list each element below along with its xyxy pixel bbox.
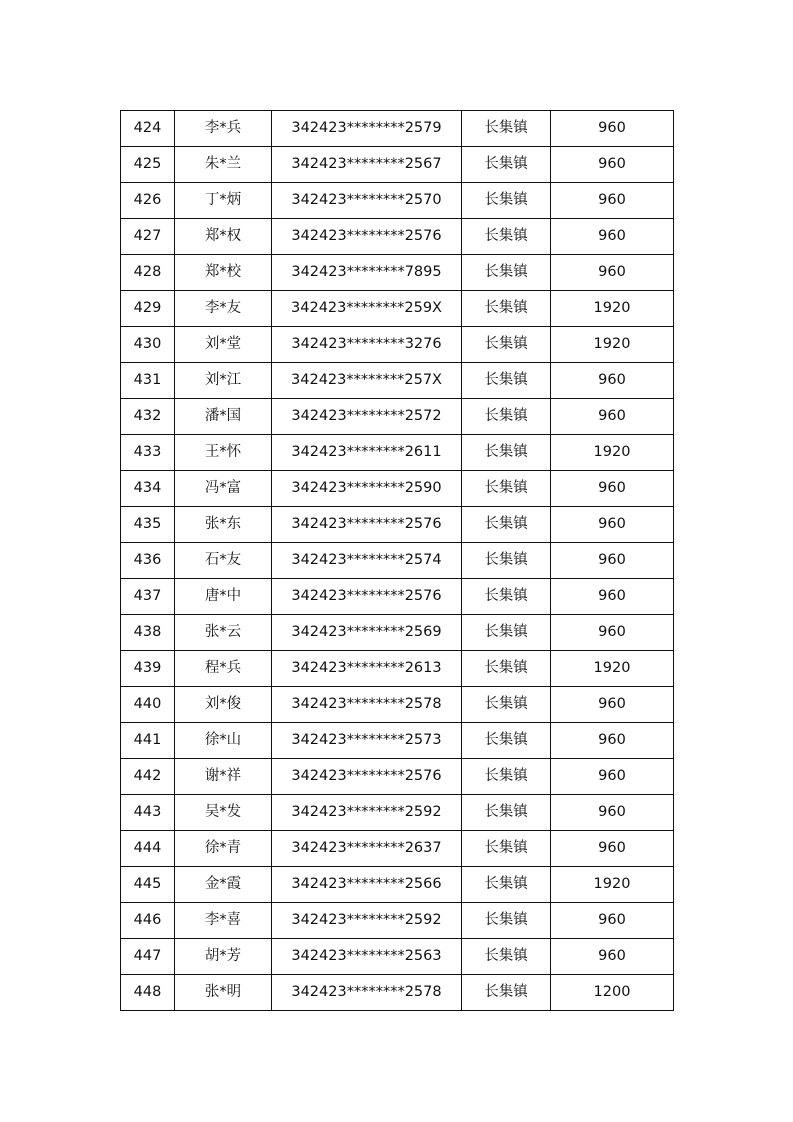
id-number-cell: 342423********2576 (272, 759, 462, 795)
row-number-cell: 444 (121, 831, 175, 867)
table-row (121, 327, 674, 363)
row-number-cell: 440 (121, 687, 175, 723)
name-cell: 胡*芳 (175, 939, 272, 975)
table-row (121, 759, 674, 795)
amount-cell: 1920 (551, 327, 674, 363)
table-row (121, 147, 674, 183)
amount-cell: 960 (551, 759, 674, 795)
id-number-cell: 342423********2578 (272, 975, 462, 1011)
name-cell: 程*兵 (175, 651, 272, 687)
town-cell: 长集镇 (462, 111, 551, 147)
amount-cell: 960 (551, 255, 674, 291)
town-cell: 长集镇 (462, 723, 551, 759)
name-cell: 李*友 (175, 291, 272, 327)
town-cell: 长集镇 (462, 291, 551, 327)
table-row (121, 975, 674, 1011)
id-number-cell: 342423********2592 (272, 903, 462, 939)
id-number-cell: 342423********2579 (272, 111, 462, 147)
id-number-cell: 342423********2576 (272, 579, 462, 615)
amount-cell: 960 (551, 831, 674, 867)
id-number-cell: 342423********259X (272, 291, 462, 327)
row-number-cell: 433 (121, 435, 175, 471)
roster-table-body (121, 111, 674, 1011)
row-number-cell: 442 (121, 759, 175, 795)
amount-cell: 960 (551, 219, 674, 255)
amount-cell: 1920 (551, 291, 674, 327)
id-number-cell: 342423********2572 (272, 399, 462, 435)
id-number-cell: 342423********7895 (272, 255, 462, 291)
amount-cell: 1920 (551, 867, 674, 903)
row-number-cell: 447 (121, 939, 175, 975)
table-row (121, 543, 674, 579)
row-number-cell: 427 (121, 219, 175, 255)
table-row (121, 255, 674, 291)
amount-cell: 960 (551, 543, 674, 579)
name-cell: 李*喜 (175, 903, 272, 939)
name-cell: 郑*校 (175, 255, 272, 291)
table-row (121, 183, 674, 219)
row-number-cell: 425 (121, 147, 175, 183)
name-cell: 徐*山 (175, 723, 272, 759)
table-row (121, 867, 674, 903)
document-page (120, 110, 673, 1011)
table-row (121, 687, 674, 723)
table-row (121, 723, 674, 759)
amount-cell: 960 (551, 111, 674, 147)
table-row (121, 507, 674, 543)
name-cell: 金*霞 (175, 867, 272, 903)
table-row (121, 795, 674, 831)
name-cell: 潘*国 (175, 399, 272, 435)
row-number-cell: 445 (121, 867, 175, 903)
town-cell: 长集镇 (462, 903, 551, 939)
name-cell: 王*怀 (175, 435, 272, 471)
amount-cell: 1200 (551, 975, 674, 1011)
row-number-cell: 435 (121, 507, 175, 543)
amount-cell: 1920 (551, 651, 674, 687)
amount-cell: 1920 (551, 435, 674, 471)
amount-cell: 960 (551, 507, 674, 543)
row-number-cell: 424 (121, 111, 175, 147)
id-number-cell: 342423********2574 (272, 543, 462, 579)
name-cell: 唐*中 (175, 579, 272, 615)
name-cell: 张*明 (175, 975, 272, 1011)
row-number-cell: 438 (121, 615, 175, 651)
town-cell: 长集镇 (462, 543, 551, 579)
name-cell: 张*云 (175, 615, 272, 651)
table-row (121, 111, 674, 147)
table-row (121, 939, 674, 975)
town-cell: 长集镇 (462, 363, 551, 399)
id-number-cell: 342423********2566 (272, 867, 462, 903)
town-cell: 长集镇 (462, 183, 551, 219)
amount-cell: 960 (551, 363, 674, 399)
town-cell: 长集镇 (462, 795, 551, 831)
id-number-cell: 342423********2613 (272, 651, 462, 687)
name-cell: 郑*权 (175, 219, 272, 255)
id-number-cell: 342423********2570 (272, 183, 462, 219)
table-row (121, 903, 674, 939)
id-number-cell: 342423********2578 (272, 687, 462, 723)
id-number-cell: 342423********2592 (272, 795, 462, 831)
amount-cell: 960 (551, 687, 674, 723)
town-cell: 长集镇 (462, 435, 551, 471)
table-row (121, 291, 674, 327)
id-number-cell: 342423********2611 (272, 435, 462, 471)
amount-cell: 960 (551, 147, 674, 183)
row-number-cell: 443 (121, 795, 175, 831)
name-cell: 张*东 (175, 507, 272, 543)
row-number-cell: 448 (121, 975, 175, 1011)
table-row (121, 831, 674, 867)
table-row (121, 471, 674, 507)
id-number-cell: 342423********3276 (272, 327, 462, 363)
table-row (121, 363, 674, 399)
roster-table (120, 110, 674, 1011)
name-cell: 刘*俊 (175, 687, 272, 723)
row-number-cell: 431 (121, 363, 175, 399)
town-cell: 长集镇 (462, 219, 551, 255)
town-cell: 长集镇 (462, 831, 551, 867)
row-number-cell: 437 (121, 579, 175, 615)
town-cell: 长集镇 (462, 579, 551, 615)
amount-cell: 960 (551, 579, 674, 615)
town-cell: 长集镇 (462, 615, 551, 651)
name-cell: 朱*兰 (175, 147, 272, 183)
town-cell: 长集镇 (462, 651, 551, 687)
row-number-cell: 430 (121, 327, 175, 363)
row-number-cell: 429 (121, 291, 175, 327)
row-number-cell: 426 (121, 183, 175, 219)
table-row (121, 615, 674, 651)
row-number-cell: 434 (121, 471, 175, 507)
amount-cell: 960 (551, 939, 674, 975)
id-number-cell: 342423********2576 (272, 507, 462, 543)
name-cell: 李*兵 (175, 111, 272, 147)
id-number-cell: 342423********2573 (272, 723, 462, 759)
name-cell: 刘*堂 (175, 327, 272, 363)
row-number-cell: 432 (121, 399, 175, 435)
amount-cell: 960 (551, 723, 674, 759)
table-row (121, 219, 674, 255)
row-number-cell: 439 (121, 651, 175, 687)
amount-cell: 960 (551, 183, 674, 219)
row-number-cell: 428 (121, 255, 175, 291)
town-cell: 长集镇 (462, 939, 551, 975)
name-cell: 吴*发 (175, 795, 272, 831)
table-row (121, 399, 674, 435)
id-number-cell: 342423********2567 (272, 147, 462, 183)
town-cell: 长集镇 (462, 147, 551, 183)
id-number-cell: 342423********2637 (272, 831, 462, 867)
town-cell: 长集镇 (462, 975, 551, 1011)
row-number-cell: 446 (121, 903, 175, 939)
name-cell: 丁*炳 (175, 183, 272, 219)
town-cell: 长集镇 (462, 471, 551, 507)
town-cell: 长集镇 (462, 507, 551, 543)
amount-cell: 960 (551, 615, 674, 651)
id-number-cell: 342423********2563 (272, 939, 462, 975)
row-number-cell: 436 (121, 543, 175, 579)
town-cell: 长集镇 (462, 255, 551, 291)
town-cell: 长集镇 (462, 327, 551, 363)
id-number-cell: 342423********2576 (272, 219, 462, 255)
amount-cell: 960 (551, 795, 674, 831)
id-number-cell: 342423********2569 (272, 615, 462, 651)
town-cell: 长集镇 (462, 399, 551, 435)
amount-cell: 960 (551, 399, 674, 435)
table-row (121, 435, 674, 471)
name-cell: 徐*青 (175, 831, 272, 867)
id-number-cell: 342423********257X (272, 363, 462, 399)
town-cell: 长集镇 (462, 687, 551, 723)
amount-cell: 960 (551, 903, 674, 939)
town-cell: 长集镇 (462, 867, 551, 903)
town-cell: 长集镇 (462, 759, 551, 795)
amount-cell: 960 (551, 471, 674, 507)
table-row (121, 579, 674, 615)
name-cell: 石*友 (175, 543, 272, 579)
name-cell: 刘*江 (175, 363, 272, 399)
name-cell: 谢*祥 (175, 759, 272, 795)
id-number-cell: 342423********2590 (272, 471, 462, 507)
name-cell: 冯*富 (175, 471, 272, 507)
row-number-cell: 441 (121, 723, 175, 759)
table-row (121, 651, 674, 687)
